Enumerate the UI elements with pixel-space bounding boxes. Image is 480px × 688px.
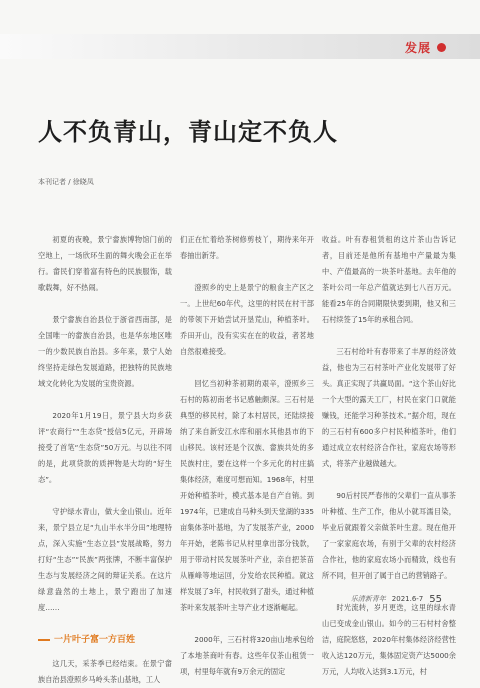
paragraph: 这几天，采茶季已经结束。在景宁畲族自治县澄照乡马岭头茶山基地，工人 bbox=[38, 659, 172, 684]
paragraph: 收益。叶有春租赁租的这片茶山告诉记者，目前还是他所有基地中产量最为集中、产值最高的一块茶叶基地。去年他的茶叶公司一年总产值就达到七八百万元。能看25年的合同期限快要到期，他又和三石村续签了15年的承租合同。 bbox=[322, 235, 456, 324]
paragraph: 守护绿水青山，做大金山银山。近年来，景宁县立足“九山半水半分田”地理特点，深入实施“生态立县”发展战略，努力打好“生态”“民族”两张牌，不断丰富保护生态与发展经济之间的辩证关系。在这片绿意盎然的土地上，景宁跑出了加速度…… bbox=[38, 507, 172, 612]
subheading bbox=[38, 632, 172, 648]
page-footer bbox=[351, 592, 442, 606]
paragraph: 三石村给叶有春带来了丰厚的经济效益，他也为三石村茶叶产业化发展带了好头。真正实现了共赢局面。“这个茶山好比一个大型的露天工厂，村民在家门口就能赚钱，还能学习种茶技术。”据介绍，现在的三石村有600多户村民种植茶叶，他们通过成立农村经济合作社，家庭农场等形式，将茶产业越做越大。 bbox=[322, 347, 456, 468]
section-label: 发展 bbox=[404, 40, 431, 55]
subheading-bar-icon bbox=[38, 639, 50, 641]
paragraph: 回忆当初种茶初期的艰辛，澄照乡三石村的陈初南老书记感触颇深。三石村是典型的移民村，除了本村居民，还陆续接纳了来自新安江水库和丽水其他县市的下山移民。该村还是个汉族、畲族共处的多民族村庄，要在这样一个多元化的村庄搞集体经济，难度可想而知。1968年，村里开始种植茶叶，模式基本是自产自销。到1974年，已建成自马种头到天堂湖的335亩集体茶叶基地，为了发展茶产业，2000年开始，老陈书记从村里拿出部分钱款，用于带动村民发展茶叶产业，亲自把茶苗从雁峰等地运回，分发给农民种植。就这样发展了3年，村民收到了甜头，通过种植茶叶来发展茶叶主导产业才逐渐崛起。 bbox=[180, 379, 314, 612]
subheading-text: 一片叶子富一方百姓 bbox=[54, 635, 136, 645]
issue-number: 2021.6-7 bbox=[391, 595, 424, 603]
section-header bbox=[405, 39, 446, 55]
paragraph: 2000年，三石村将320亩山地承包给了本地茶商叶有春。这些年仅茶山租赁一项，村里每年就有9万余元的固定 bbox=[180, 635, 314, 676]
column-1 bbox=[38, 232, 172, 688]
magazine-name: 乐清新青年 bbox=[350, 595, 386, 603]
paragraph: 时光流转，岁月更迭，这里的绿水青山已变成金山银山。如今的三石村村舍整洁，庭院悠悠，2020年村集体经济经营性收入达120万元，集体固定资产达5000余万元，人均收入达到3.1万元，村 bbox=[322, 603, 456, 676]
paragraph: 初夏的夜晚，景宁畲族博物馆门前的空地上，一场欣环生面的舞火晚会正在举行。畲民们穿着富有特色的民族服饰，载歌载舞，好不热闹。 bbox=[38, 235, 172, 292]
page-number: 55 bbox=[429, 593, 442, 605]
column-2 bbox=[180, 232, 314, 680]
paragraph: 景宁畲族自治县位于浙省西南部，是全国唯一的畲族自治县，也是华东地区唯一的少数民族自治县。多年来，景宁人始终坚持走绿色发展道路，把独特的民族地域文化转化为发展的宝贵资源。 bbox=[38, 315, 172, 388]
article-title: 人不负青山，青山定不负人 bbox=[38, 118, 338, 146]
column-3 bbox=[322, 232, 456, 680]
section-dot-icon bbox=[437, 43, 446, 52]
article-byline: 本刊记者 / 徐晓凤 bbox=[38, 178, 94, 186]
paragraph: 澄照乡的史上是景宁的粮食主产区之一。上世纪60年代，这里的村民在村干部的带领下开始尝试开垦荒山，种植茶叶。乔田开山，没有实实在在的收益，者茗地自然很难接受。 bbox=[180, 283, 314, 356]
paragraph: 2020年1月19日，景宁县大均乡获评“农商行”“生态贷”授信5亿元，开辟场接受了首笔“生态贷”50万元。与以往不同的是，此项贷款的质押物是大均的“好生态”。 bbox=[38, 411, 172, 484]
paragraph: 们正在忙着给茶树修剪枝丫，期待来年开春抽出新芽。 bbox=[180, 235, 314, 260]
paragraph: 90后村民严春伟的父辈们一直从事茶叶种植、生产工作，他从小就耳濡目染，毕业后就跟着父亲做茶叶生意。现在他开了一家家庭农场，有别于父辈的农村经济合作社，他的家庭农场小而精致，线也有所不同，但开创了属于自己的营销路子。 bbox=[322, 491, 456, 580]
